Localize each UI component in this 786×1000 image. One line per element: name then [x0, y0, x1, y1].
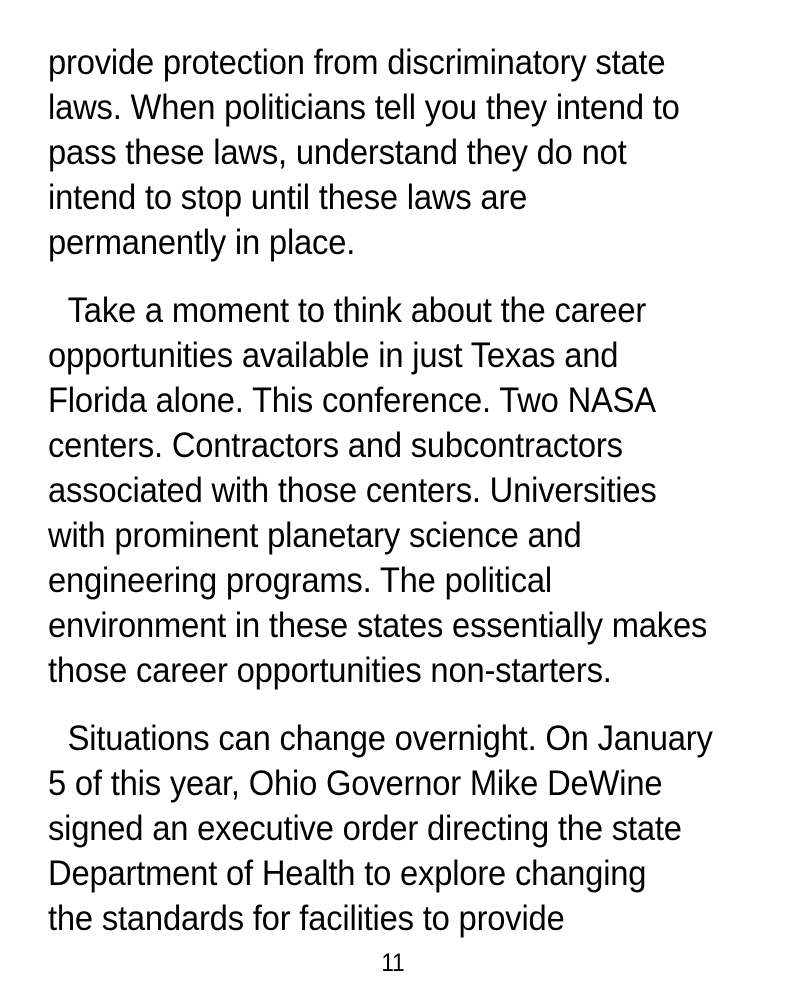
text-line: centers. Contractors and subcontractors [48, 426, 623, 465]
paragraph-1 [48, 40, 738, 265]
text-line: provide protection from discriminatory state [48, 43, 666, 82]
text-line: laws. When politicians tell you they intend to [48, 88, 680, 127]
paragraph-3 [48, 716, 738, 941]
text-line: environment in these states essentially makes [48, 606, 708, 645]
text-line: Take a moment to think about the career [67, 291, 647, 330]
page-number: 11 [381, 949, 405, 977]
text-line: Situations can change overnight. On January [67, 719, 713, 758]
text-line: associated with those centers. Universities [48, 471, 657, 510]
text-line: engineering programs. The political [48, 561, 553, 600]
text-line: those career opportunities non-starters. [48, 651, 612, 690]
text-line: permanently in place. [48, 223, 356, 262]
text-line: pass these laws, understand they do not [48, 133, 627, 172]
paragraph-2 [48, 288, 738, 693]
text-line: Department of Health to explore changing [48, 854, 647, 893]
text-line: Florida alone. This conference. Two NASA [48, 381, 656, 420]
text-line: opportunities available in just Texas and [48, 336, 619, 375]
text-line: the standards for facilities to provide [48, 899, 565, 938]
text-line: 5 of this year, Ohio Governor Mike DeWine [48, 764, 663, 803]
text-line: intend to stop until these laws are [48, 178, 528, 217]
body-text-column [48, 40, 738, 941]
text-line: with prominent planetary science and [48, 516, 582, 555]
text-line: signed an executive order directing the state [48, 809, 682, 848]
